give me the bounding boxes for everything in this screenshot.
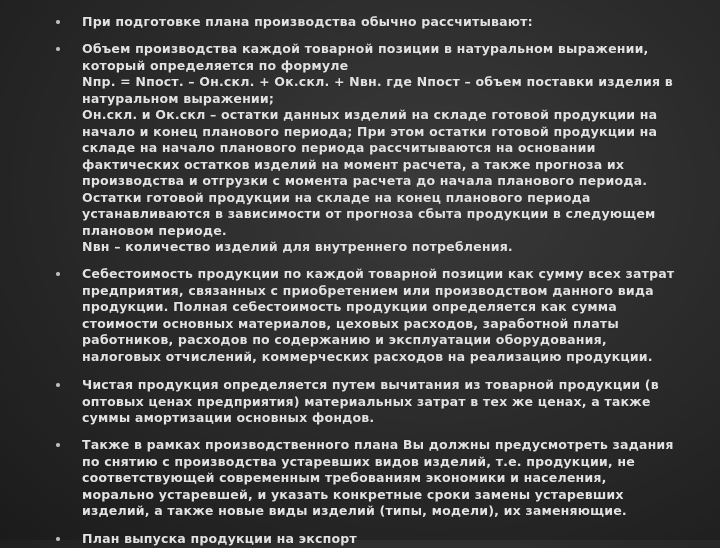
bullet-dot-icon (56, 47, 60, 51)
text-line: оптовых ценах предприятия) материальных затрат в тех же ценах, а также (82, 393, 651, 409)
text-line: морально устаревшей, и указать конкретные сроки замены устаревших (82, 486, 624, 502)
bullet-text (82, 437, 672, 520)
text-line: плановом периоде. (82, 222, 227, 238)
bullet-text (82, 377, 672, 427)
text-line: При подготовке плана производства обычно рассчитывают: (82, 14, 533, 29)
bullet-dot-icon (56, 20, 60, 24)
bullet-text (82, 266, 675, 365)
bullet-dot-icon (56, 272, 60, 276)
text-line: складе на начало планового периода рассчитываются на основании (82, 140, 596, 155)
text-line: Он.скл. и Ок.скл – остатки данных изделий на складе готовой продукции на (82, 107, 658, 122)
bullet-dot-icon (56, 383, 60, 387)
text-line: Nвн – количество изделий для внутреннего потребления. (82, 239, 513, 254)
text-line: предприятия, связанных с приобретением или производством данного вида (82, 282, 654, 298)
bullet-dot-icon (56, 537, 60, 541)
text-line: продукции. Полная себестоимость продукции определяется как сумма (82, 299, 617, 314)
text-line: Чистая продукция определяется путем вычитания из товарной продукции (в (82, 377, 659, 392)
text-line: по снятию с производства устаревших видов изделий, т.е. продукции, не (82, 453, 635, 469)
bullet-text (82, 531, 672, 548)
bullet-text (82, 14, 672, 31)
text-line: изделий, а также новые виды изделий (типы, модели), их заменяющие. (82, 503, 627, 518)
bullet-dot-icon (56, 443, 60, 447)
text-line: Себестоимость продукции по каждой товарной позиции как сумму всех затрат (82, 266, 675, 281)
text-line: фактических остатков изделий на момент расчета, а также прогноза их (82, 156, 625, 172)
text-line: Объем производства каждой товарной позиции в натуральном выражении, (82, 41, 649, 56)
text-line: стоимости основных материалов, цеховых расходов, заработной платы (82, 315, 619, 331)
text-line: План выпуска продукции на экспорт (82, 531, 357, 546)
text-line: устанавливаются в зависимости от прогноза сбыта продукции в следующем (82, 206, 656, 221)
text-line: налоговых отчислений, коммерческих расходов на реализацию продукции. (82, 348, 653, 364)
text-line: натуральном выражении; (82, 90, 275, 106)
bullet-text (82, 41, 672, 256)
text-line: Остатки готовой продукции на складе на конец планового периода (82, 189, 591, 205)
text-line: производства и отгрузки с момента расчета до начала планового периода. (82, 173, 648, 188)
text-line: работников, расходов по содержанию и эксплуатации оборудования, (82, 332, 607, 347)
text-line: который определяется по формуле (82, 57, 349, 73)
text-line: соответствующей современным требованиям экономики и населения, (82, 470, 607, 485)
text-line: Также в рамках производственного плана Вы должны предусмотреть задания (82, 437, 674, 452)
text-line: начало и конец планового периода; При этом остатки готовой продукции на (82, 123, 658, 139)
text-line: Nпр. = Nпост. – Он.скл. + Ок.скл. + Nвн. где Nпост – объем поставки изделия в (82, 74, 673, 89)
text-line: суммы амортизации основных фондов. (82, 410, 375, 425)
